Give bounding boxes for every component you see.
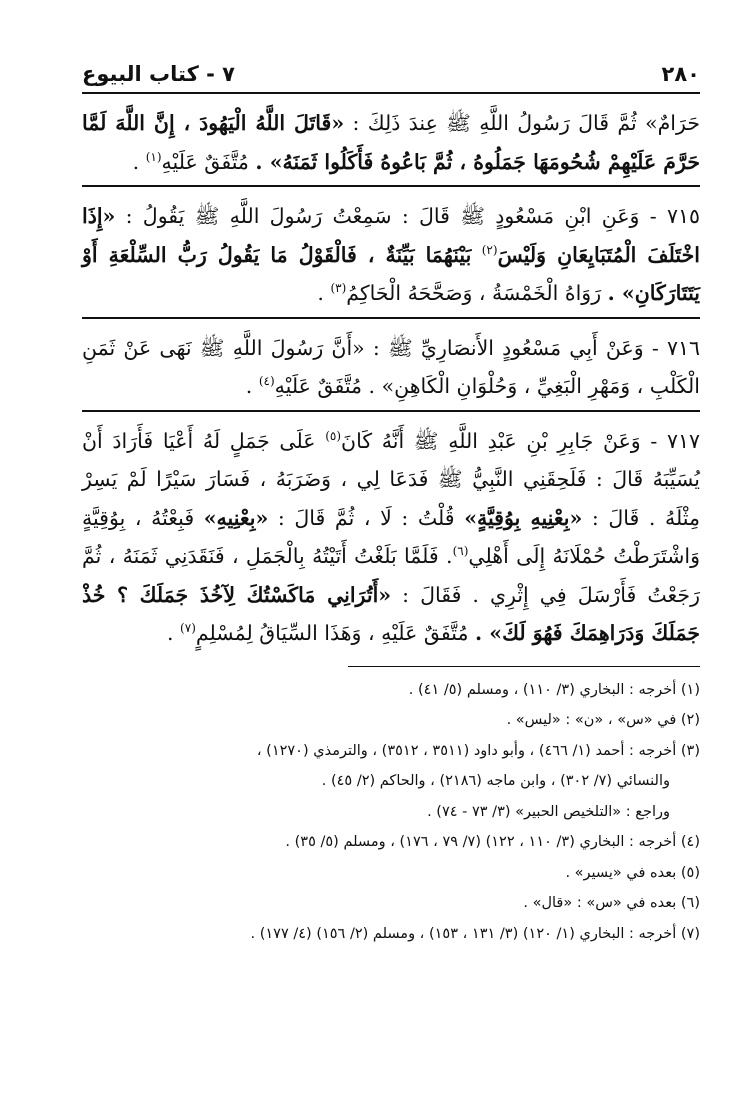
- hadith-quote: «أَتُرَانِي مَاكَسْتُكَ لِآخُذَ جَمَلَكَ ؟ خُذْ جَمَلَكَ وَدَرَاهِمَكَ فَهُوَ لَكَ» .: [82, 582, 700, 645]
- section-separator: [82, 317, 700, 319]
- footnote: (٣) أخرجه : أحمد (١/ ٤٦٦) ، وأبو داود (٣٥١١ ، ٣٥١٢) ، والترمذي (١٢٧٠) ،: [256, 742, 700, 759]
- footnote: (٧) أخرجه : البخاري (١/ ١٢٠) (٣/ ١٣١ ، ١٥٣) ، ومسلم (٢/ ١٥٦) (٤/ ١٧٧) .: [250, 925, 700, 942]
- footnote-continuation: وراجع : «التلخيص الحبير» (٣/ ٧٣ - ٧٤) .: [427, 803, 670, 820]
- chapter-title: ٧ - كتاب البيوع: [82, 62, 235, 86]
- footnote-rule: [348, 666, 700, 667]
- footnote-ref: (١): [145, 149, 162, 164]
- hadith-quote: «بِعْنِيهِ»: [203, 505, 269, 530]
- header-rule: [82, 92, 700, 94]
- footnote-ref: (٣): [330, 281, 347, 296]
- footnote-ref: (٦): [452, 544, 469, 559]
- section-separator: [82, 185, 700, 187]
- hadith-717: ٧١٧ - وَعَنْ جَابِرِ بْنِ عَبْدِ اللَّهِ ﷺ أَنَّهُ كَانَ$^{(٥)}$ عَلَى جَمَلٍ لَهُ أَعْيَا فَأَرَادَ أَنْ يُسَيِّبَهُ قَالَ : فَلَحِقَنِي النَّبِيُّ ﷺ فَدَعَا لِي ، وَضَرَبَهُ ، فَسَارَ سَيْرًا لَمْ يَسِرْ مِثْلَهُ . قَالَ : «بِعْنِيهِ بِوُقِيَّةٍ» قُلْتُ : لَا ، ثُمَّ قَالَ : «بِعْنِيهِ» فَبِعْتُهُ ، بِوُقِيَّةٍ وَاشْتَرَطْتُ حُمْلَانَهُ إِلَى أَهْلِي$^{(٦)}$. فَلَمَّا بَلَغْتُ أَتَيْتُهُ بِالْجَمَلِ ، فَنَقَدَنِي ثَمَنَهُ ، ثُمَّ رَجَعْتُ فَأَرْسَلَ فِي إِثْرِي . فَقَالَ : «أَتُرَانِي مَاكَسْتُكَ لِآخُذَ جَمَلَكَ ؟ خُذْ جَمَلَكَ وَدَرَاهِمَكَ فَهُوَ لَكَ» . مُتَّفَقٌ عَلَيْهِ ، وَهَذَا السِّيَاقُ لِمُسْلِمٍ$^{(٧)}$ .: [82, 428, 701, 645]
- book-page: [82, 56, 700, 949]
- hadith-quote: «قَاتَلَ اللَّهُ الْيَهُودَ ، إِنَّ اللَّهَ لَمَّا حَرَّمَ عَلَيْهِمْ شُحُومَهَا جَمَلُوهُ ، ثُمَّ بَاعُوهُ فَأَكَلُوا ثَمَنَهُ» .: [82, 111, 700, 174]
- footnote: (٦) بعده في «س» : «قال» .: [523, 895, 700, 911]
- footnote-ref: (٤): [258, 374, 275, 389]
- section-separator: [82, 410, 700, 412]
- footnote: (٤) أخرجه : البخاري (٣/ ١١٠ ، ١٢٢) (٧/ ٧٩ ، ١٧٦) ، ومسلم (٥/ ٣٥) .: [285, 834, 700, 850]
- hadith-quote: «إِذَا اخْتَلَفَ الْمُتَبَايِعَانِ وَلَيْسَ: [82, 204, 700, 267]
- hadith-715: ٧١٥ - وَعَنِ ابْنِ مَسْعُودٍ ﷺ قَالَ : سَمِعْتُ رَسُولَ اللَّهِ ﷺ يَقُولُ : «إِذَا اخْتَلَفَ الْمُتَبَايِعَانِ وَلَيْسَ$^{(٢)}$ بَيْنَهُمَا بَيِّنَةٌ ، فَالْقَوْلُ مَا يَقُولُ رَبُّ السِّلْعَةِ أَوْ يَتَتَارَكَانِ» . رَوَاهُ الْخَمْسَةُ ، وَصَحَّحَهُ الْحَاكِمُ$^{(٣)}$ .: [82, 204, 700, 305]
- hadith-quote: بَيْنَهُمَا بَيِّنَةٌ ، فَالْقَوْلُ مَا يَقُولُ رَبُّ السِّلْعَةِ أَوْ يَتَتَارَكَانِ» .: [82, 242, 700, 305]
- footnote: (٥) بعده في «يسير» .: [565, 864, 700, 881]
- footnote-continuation: والنسائي (٧/ ٣٠٢) ، وابن ماجه (٢١٨٦) ، والحاكم (٢/ ٤٥) .: [321, 773, 670, 789]
- hadith-716: ٧١٦ - وَعَنْ أَبِي مَسْعُودٍ الأَنصَارِيِّ ﷺ : «أَنَّ رَسُولَ اللَّهِ ﷺ نَهَى عَنْ ثَمَنِ الْكَلْبِ ، وَمَهْرِ الْبَغِيِّ ، وَحُلْوَانِ الْكَاهِنِ» . مُتَّفَقٌ عَلَيْهِ$^{(٤)}$ .: [82, 335, 700, 398]
- page-number: ٢٨٠: [661, 62, 700, 86]
- page-header: [82, 56, 700, 88]
- paragraph-continuation: حَرَامٌ» ثُمَّ قَالَ رَسُولُ اللَّهِ ﷺ عِندَ ذَلِكَ : «قَاتَلَ اللَّهُ الْيَهُودَ ، إِنَّ اللَّهَ لَمَّا حَرَّمَ عَلَيْهِمْ شُحُومَهَا جَمَلُوهُ ، ثُمَّ بَاعُوهُ فَأَكَلُوا ثَمَنَهُ» . مُتَّفَقٌ عَلَيْهِ$^{(١)}$ .: [82, 111, 700, 174]
- footnote-ref: (٢): [481, 242, 498, 257]
- footnote-ref: (٥): [325, 428, 342, 443]
- hadith-quote: «بِعْنِيهِ بِوُقِيَّةٍ»: [464, 505, 583, 530]
- footnote: (١) أخرجه : البخاري (٣/ ١١٠) ، ومسلم (٥/ ٤١) .: [408, 681, 700, 698]
- footnote: (٢) في «س» ، «ن» : «ليس» .: [506, 712, 700, 728]
- main-text: [82, 104, 700, 653]
- footnote-ref: (٧): [180, 621, 196, 636]
- footnotes: [82, 675, 700, 950]
